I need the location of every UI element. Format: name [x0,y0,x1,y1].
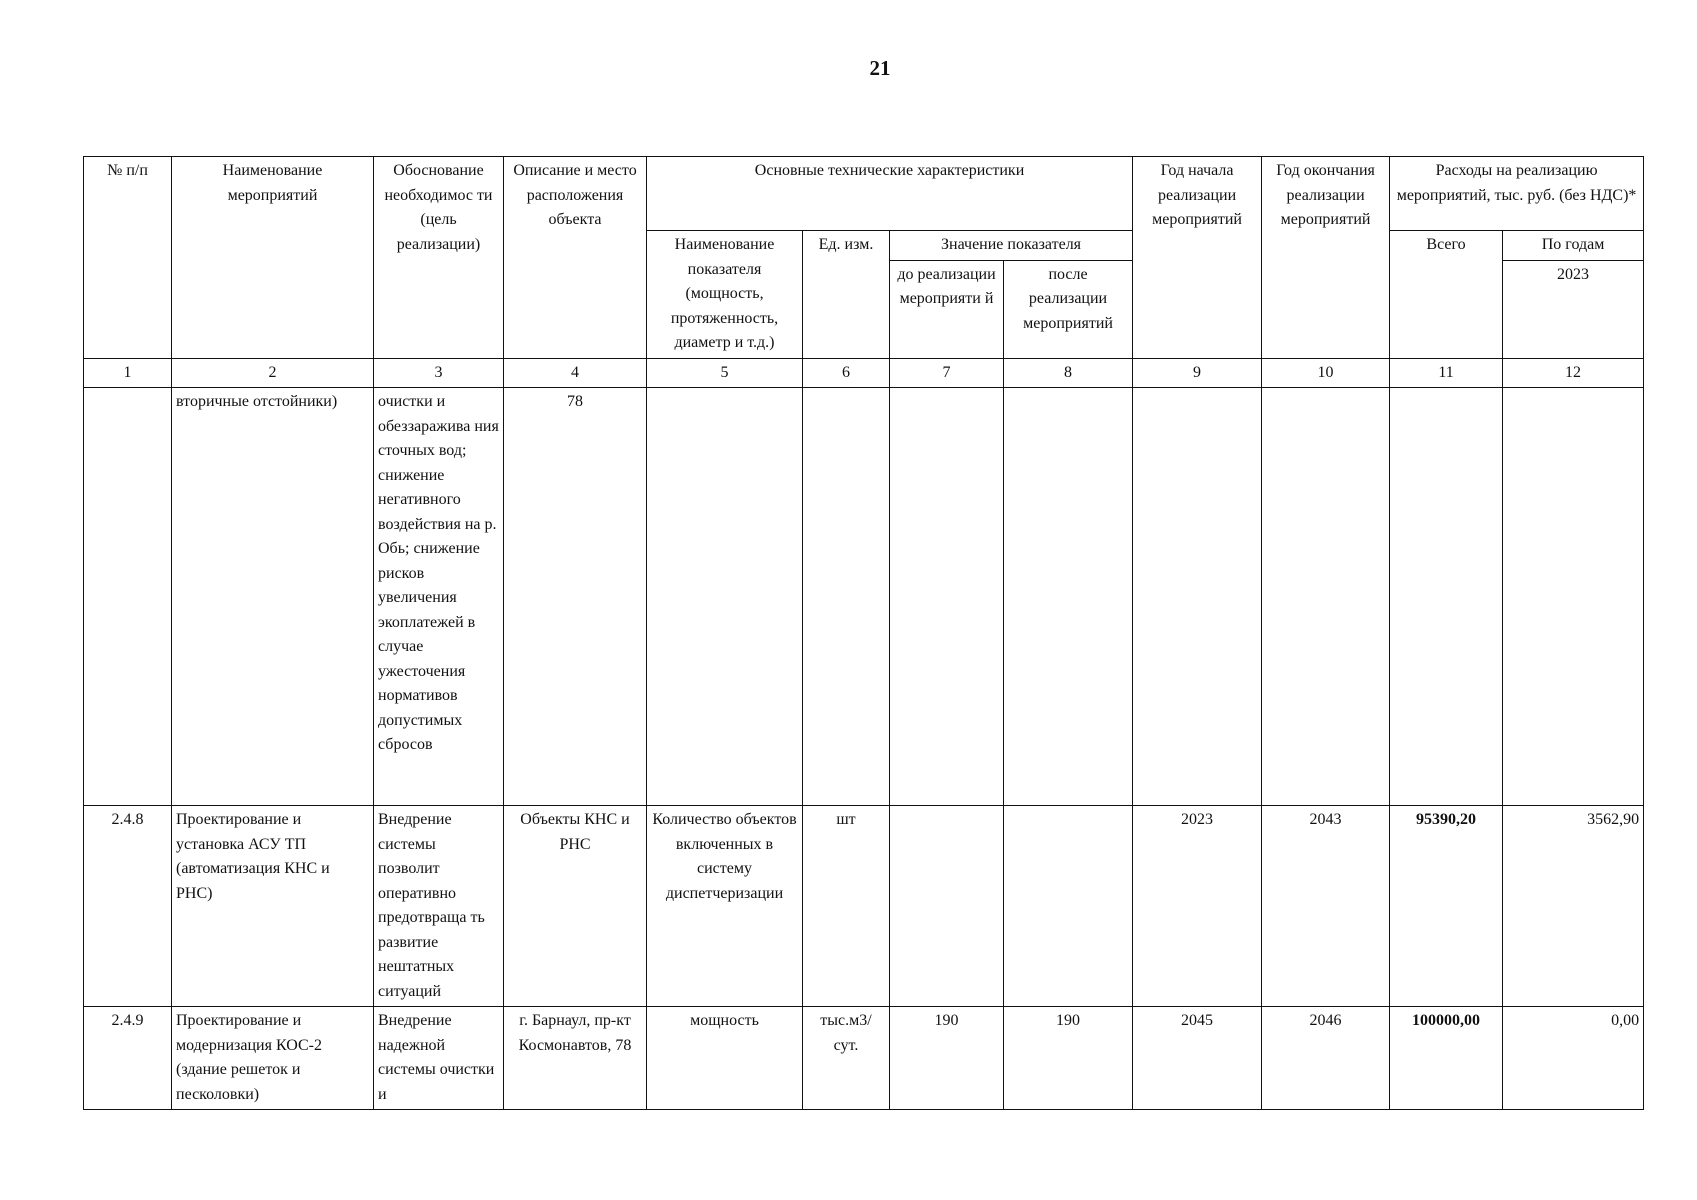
table-row [84,1007,1644,1110]
row-year-value [1503,388,1644,806]
header-before: до реализации мероприяти й [890,260,1004,358]
row-end-year: 2043 [1262,806,1390,1007]
header-start-year: Год начала реализации мероприятий [1133,157,1262,359]
row-num: 2.4.9 [84,1007,172,1110]
row-location: 78 [504,388,647,806]
column-number: 4 [504,358,647,388]
header-after: после реализации мероприятий [1004,260,1133,358]
header-by-years: По годам [1503,231,1644,261]
header-value-group: Значение показателя [890,231,1133,261]
row-start-year: 2045 [1133,1007,1262,1110]
column-number: 9 [1133,358,1262,388]
header-year: 2023 [1503,260,1644,358]
table-row [84,388,1644,806]
row-justification: Внедрение надежной системы очистки и [374,1007,504,1110]
column-number-row [84,358,1644,388]
column-number: 1 [84,358,172,388]
column-number: 11 [1390,358,1503,388]
row-location: Объекты КНС и РНС [504,806,647,1007]
row-name: вторичные отстойники) [172,388,374,806]
column-number: 5 [647,358,803,388]
row-name: Проектирование и модернизация КОС-2 (здание решеток и песколовки) [172,1007,374,1110]
row-total: 95390,20 [1390,806,1503,1007]
table-row [84,806,1644,1007]
row-after [1004,388,1133,806]
column-number: 3 [374,358,504,388]
row-name: Проектирование и установка АСУ ТП (автоматизация КНС и РНС) [172,806,374,1007]
page-number: 21 [869,56,891,80]
column-number: 12 [1503,358,1644,388]
row-indicator: мощность [647,1007,803,1110]
header-unit: Ед. изм. [803,231,890,359]
row-before: 190 [890,1007,1004,1110]
column-number: 2 [172,358,374,388]
row-indicator: Количество объектов включенных в систему диспетчеризации [647,806,803,1007]
row-justification: Внедрение системы позволит оперативно предотвраща ть развитие нештатных ситуаций [374,806,504,1007]
column-number: 8 [1004,358,1133,388]
row-before [890,806,1004,1007]
row-unit: тыс.м3/ сут. [803,1007,890,1110]
header-end-year: Год окончания реализации мероприятий [1262,157,1390,359]
column-number: 7 [890,358,1004,388]
row-year-value: 0,00 [1503,1007,1644,1110]
row-num: 2.4.8 [84,806,172,1007]
header-justification: Обоснование необходимос ти (цель реализации) [374,157,504,359]
header-tech-group: Основные технические характеристики [647,157,1133,231]
investment-table [83,156,1644,1110]
row-justification: очистки и обеззаражива ния сточных вод; снижение негативного воздействия на р. Обь; снижение рисков увеличения экоплатежей в случае ужесточения нормативов допустимых сбросов [374,388,504,806]
row-after: 190 [1004,1007,1133,1110]
row-total: 100000,00 [1390,1007,1503,1110]
header-row [84,157,1644,231]
row-end-year [1262,388,1390,806]
row-end-year: 2046 [1262,1007,1390,1110]
row-num [84,388,172,806]
row-before [890,388,1004,806]
header-total: Всего [1390,231,1503,359]
column-number: 10 [1262,358,1390,388]
row-unit [803,388,890,806]
header-location: Описание и место расположения объекта [504,157,647,359]
row-year-value: 3562,90 [1503,806,1644,1007]
header-name: Наименование мероприятий [172,157,374,359]
row-indicator [647,388,803,806]
column-number: 6 [803,358,890,388]
row-location: г. Барнаул, пр-кт Космонавтов, 78 [504,1007,647,1110]
header-num: № п/п [84,157,172,359]
header-indicator: Наименование показателя (мощность, протяженность, диаметр и т.д.) [647,231,803,359]
row-after [1004,806,1133,1007]
header-cost-group: Расходы на реализацию мероприятий, тыс. руб. (без НДС)* [1390,157,1644,231]
row-total [1390,388,1503,806]
row-start-year: 2023 [1133,806,1262,1007]
row-unit: шт [803,806,890,1007]
row-start-year [1133,388,1262,806]
